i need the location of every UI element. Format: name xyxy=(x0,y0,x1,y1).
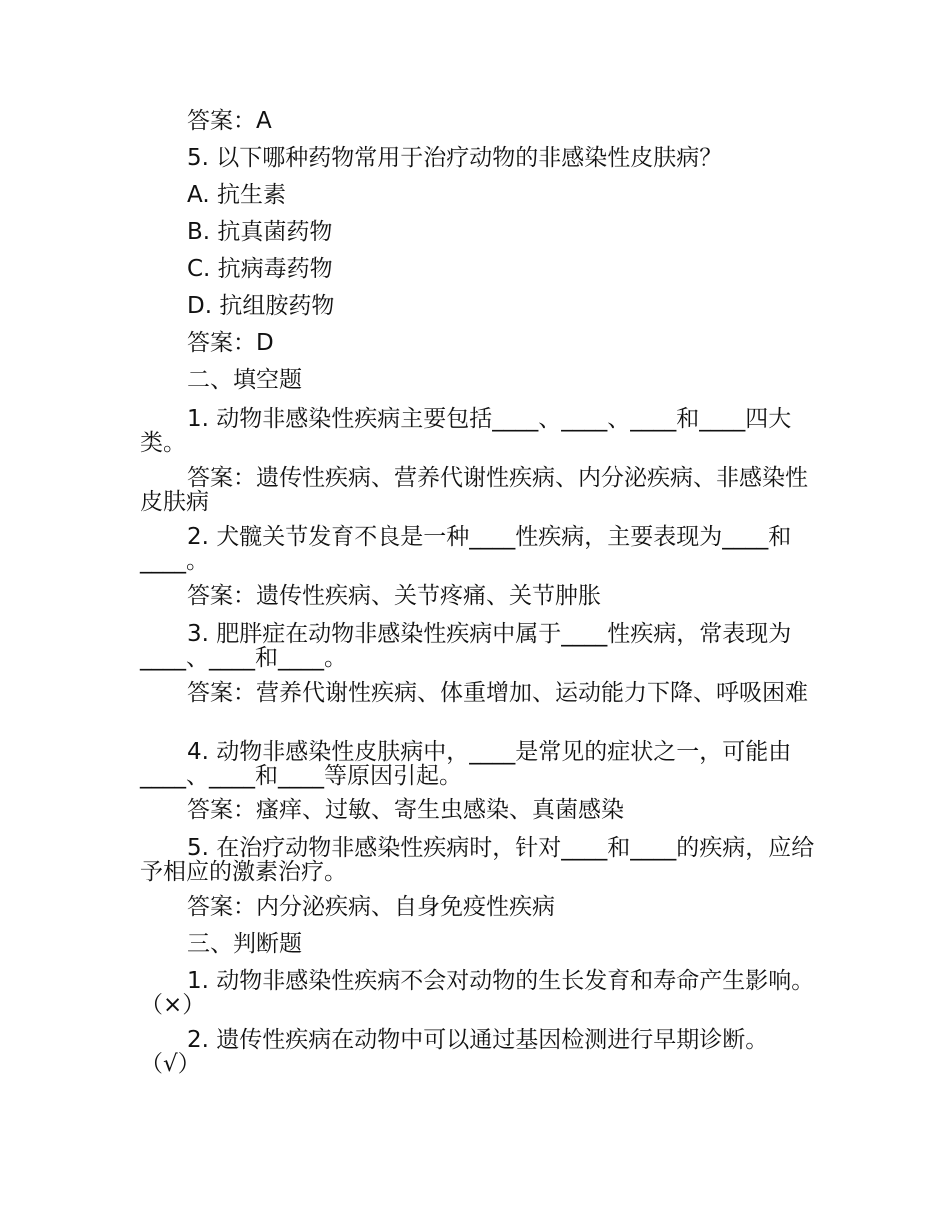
judge-item-2: 2. 遗传性疾病在动物中可以通过基因检测进行早期诊断。 （√） xyxy=(140,1027,776,1077)
answer-line: 答案：A xyxy=(187,108,272,134)
section-heading: 三、判断题 xyxy=(187,931,302,957)
fill-question-3: 3. 肥胖症在动物非感染性疾病中属于____性疾病，常表现为____、____和____。 xyxy=(140,621,792,671)
fill-question-2: 2. 犬髋关节发育不良是一种____性疾病，主要表现为____和____。 xyxy=(140,524,792,574)
fill-answer-5: 答案：内分泌疾病、自身免疫性疾病 xyxy=(187,894,555,920)
section-heading: 二、填空题 xyxy=(187,367,302,393)
answer-line: 答案：D xyxy=(187,330,274,356)
option-b: B. 抗真菌药物 xyxy=(187,219,333,245)
option-a: A. 抗生素 xyxy=(187,182,286,208)
fill-answer-2: 答案：遗传性疾病、关节疼痛、关节肿胀 xyxy=(187,583,601,609)
fill-answer-3: 答案：营养代谢性疾病、体重增加、运动能力下降、呼吸困难 xyxy=(187,680,808,706)
fill-answer-1: 答案：遗传性疾病、营养代谢性疾病、内分泌疾病、非感染性皮肤病 xyxy=(140,465,808,515)
option-c: C. 抗病毒药物 xyxy=(187,256,333,282)
judge-item-1: 1. 动物非感染性疾病不会对动物的生长发育和寿命产生影响。 （×） xyxy=(140,968,822,1018)
fill-question-4: 4. 动物非感染性皮肤病中，____是常见的症状之一，可能由____、____和____等原因引起。 xyxy=(140,739,792,789)
question-line: 5. 以下哪种药物常用于治疗动物的非感染性皮肤病？ xyxy=(187,145,723,171)
option-d: D. 抗组胺药物 xyxy=(187,293,335,319)
fill-answer-4: 答案：瘙痒、过敏、寄生虫感染、真菌感染 xyxy=(187,797,624,823)
fill-question-1: 1. 动物非感染性疾病主要包括____、____、____和____四大类。 xyxy=(140,406,792,456)
fill-question-5: 5. 在治疗动物非感染性疾病时，针对____和____的疾病，应给予相应的激素治疗。 xyxy=(140,835,815,885)
